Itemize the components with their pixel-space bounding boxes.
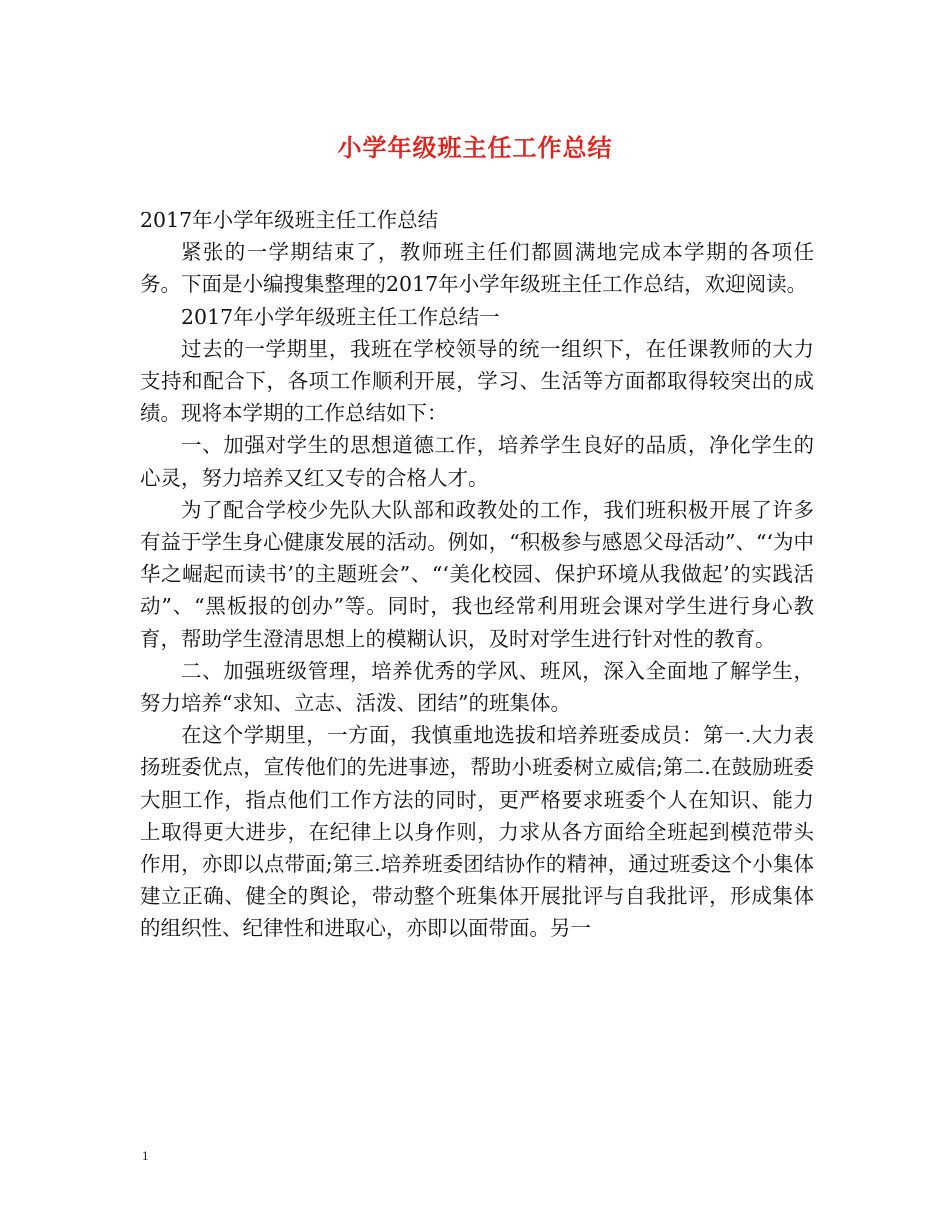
paragraph: 2017年小学年级班主任工作总结 xyxy=(140,208,439,232)
paragraph: 2017年小学年级班主任工作总结一 xyxy=(181,304,500,329)
paragraph: 紧张的一学期结束了，教师班主任们都圆满地完成本学期的各项任务。下面是小编搜集整理的2017年小学年级班主任工作总结，欢迎阅读。 xyxy=(140,240,814,297)
document-title: 小学年级班主任工作总结 xyxy=(337,134,613,162)
paragraph: 二、加强班级管理，培养优秀的学风、班风，深入全面地了解学生，努力培养“求知、立志、活泼、团结”的班集体。 xyxy=(140,658,814,716)
document-body xyxy=(140,204,814,945)
paragraph: 一、加强对学生的思想道德工作，培养学生良好的品质，净化学生的心灵，努力培养又红又专的合格人才。 xyxy=(140,433,814,490)
page-number: 1 xyxy=(142,1148,149,1163)
paragraph: 为了配合学校少先队大队部和政教处的工作，我们班积极开展了许多有益于学生身心健康发展的活动。例如，“积极参与感恩父母活动”、“‘为中华之崛起而读书’的主题班会”、“‘美化校园、保护环境从我做起’的实践活动”、“黑板报的创办”等。同时，我也经常利用班会课对学生进行身心教育，帮助学生澄清思想上的模糊认识，及时对学生进行针对性的教育。 xyxy=(140,497,814,651)
paragraph: 在这个学期里，一方面，我慎重地选拔和培养班委成员：第一.大力表扬班委优点，宣传他们的先进事迹，帮助小班委树立威信;第二.在鼓励班委大胆工作，指点他们工作方法的同时，更严格要求班委个人在知识、能力上取得更大进步，在纪律上以身作则，力求从各方面给全班起到模范带头作用，亦即以点带面;第三.培养班委团结协作的精神，通过班委这个小集体建立正确、健全的舆论，带动整个班集体开展批评与自我批评，形成集体的组织性、纪律性和进取心，亦即以面带面。另一 xyxy=(140,723,814,941)
paragraph: 过去的一学期里，我班在学校领导的统一组织下，在任课教师的大力支持和配合下，各项工作顺利开展，学习、生活等方面都取得较突出的成绩。现将本学期的工作总结如下： xyxy=(140,336,814,426)
